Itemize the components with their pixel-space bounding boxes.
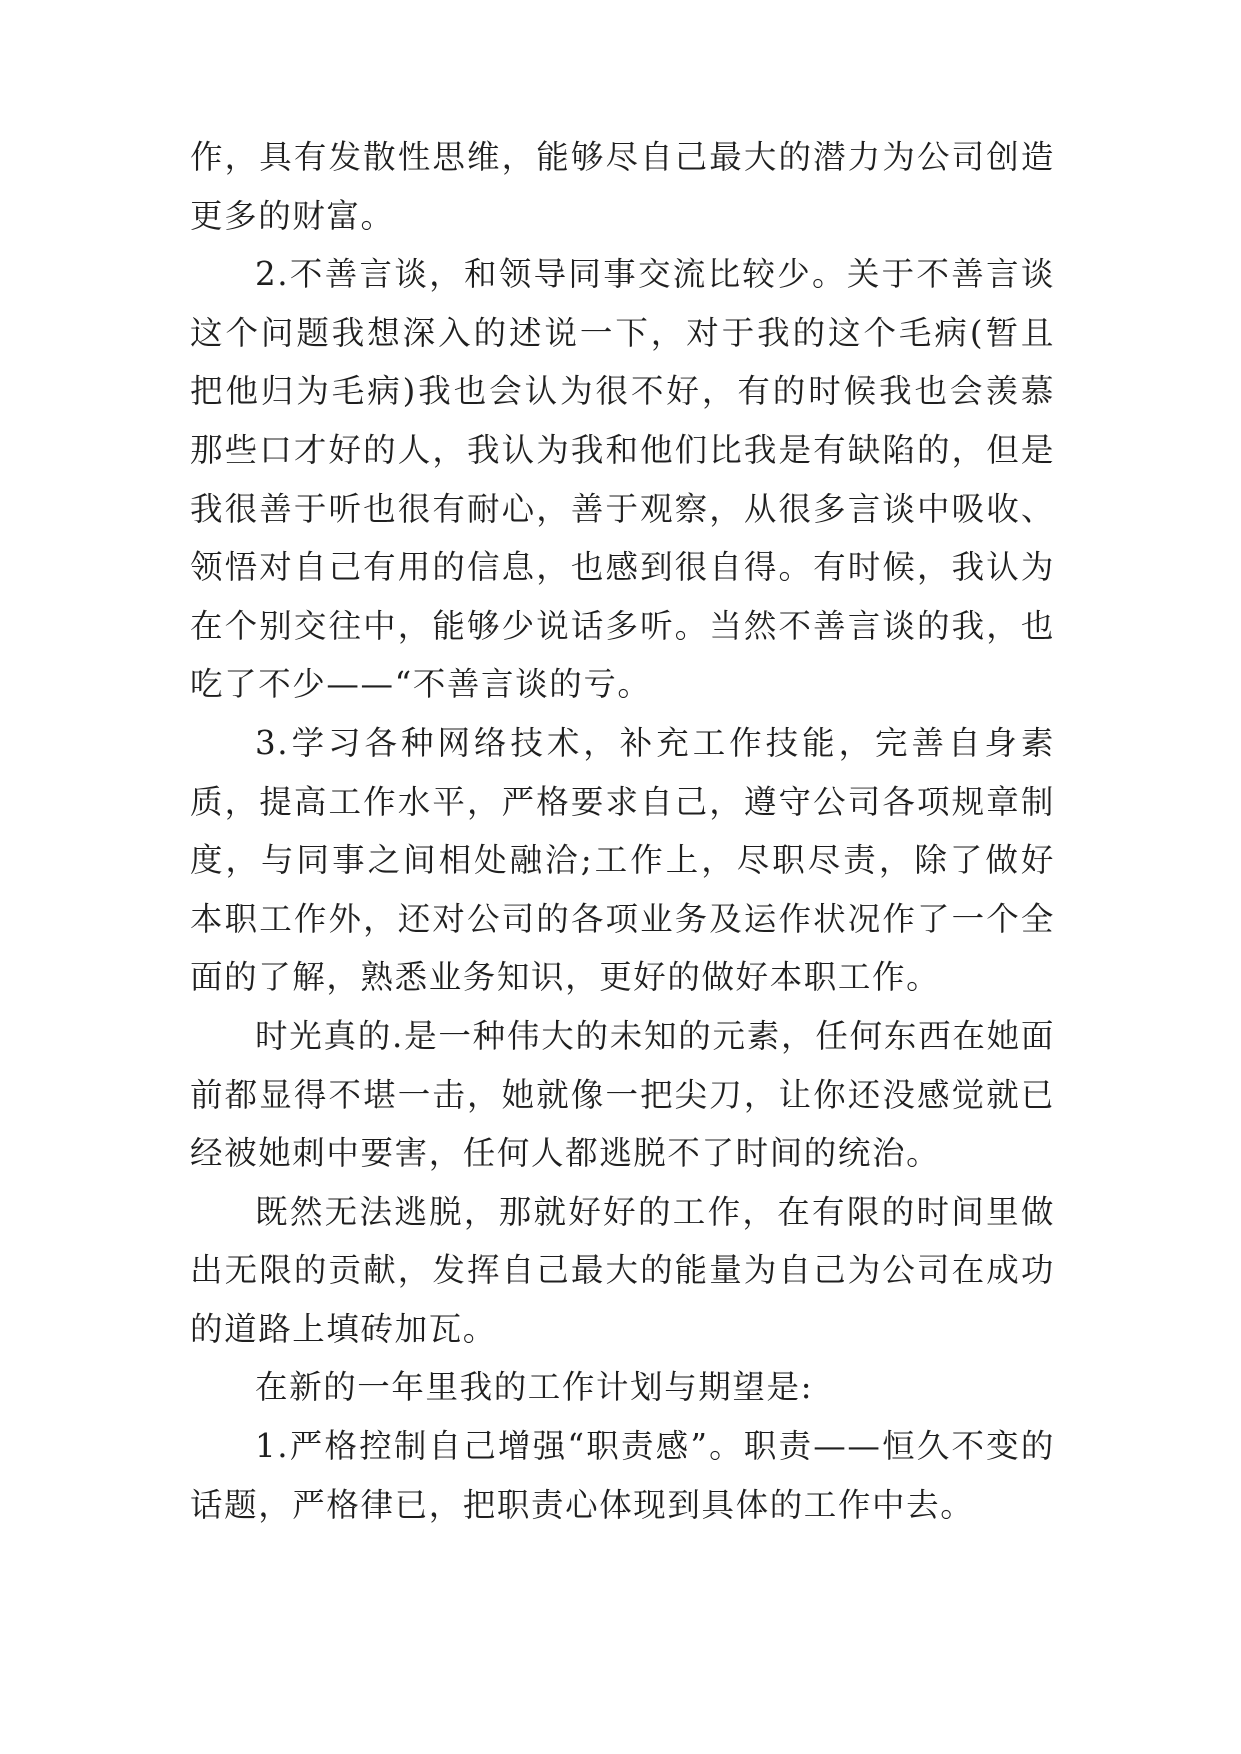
paragraph-plan-item-1: 1.严格控制自己增强“职责感”。职责——恒久不变的话题，严格律已，把职责心体现到具体的工作中去。: [190, 1427, 1055, 1524]
paragraph-point-2: 2.不善言谈，和领导同事交流比较少。关于不善言谈这个问题我想深入的述说一下，对于我的这个毛病(暂且把他归为毛病)我也会认为很不好，有的时候我也会羡慕那些口才好的人，我认为我和他们比我是有缺陷的，但是我很善于听也很有耐心，善于观察，从很多言谈中吸收、领悟对自己有用的信息，也感到很自得。有时候，我认为在个别交往中，能够少说话多听。当然不善言谈的我，也吃了不少——“不善言谈的亏。: [190, 255, 1055, 704]
paragraph-point-3: 3.学习各种网络技术，补充工作技能，完善自身素质，提高工作水平，严格要求自己，遵守公司各项规章制度，与同事之间相处融洽;工作上，尽职尽责，除了做好本职工作外，还对公司的各项业务及运作状况作了一个全面的了解，熟悉业务知识，更好的做好本职工作。: [190, 723, 1055, 997]
paragraph-time: 时光真的.是一种伟大的未知的元素，任何东西在她面前都显得不堪一击，她就像一把尖刀，让你还没感觉就已经被她刺中要害，任何人都逃脱不了时间的统治。: [190, 1016, 1055, 1173]
paragraph-contribution: 既然无法逃脱，那就好好的工作，在有限的时间里做出无限的贡献，发挥自己最大的能量为自己为公司在成功的道路上填砖加瓦。: [190, 1192, 1055, 1348]
document-page: [190, 128, 1055, 1534]
paragraph-plan-heading: 在新的一年里我的工作计划与期望是:: [255, 1368, 814, 1407]
paragraph-continuation: 作，具有发散性思维，能够尽自己最大的潜力为公司创造更多的财富。: [190, 138, 1055, 235]
